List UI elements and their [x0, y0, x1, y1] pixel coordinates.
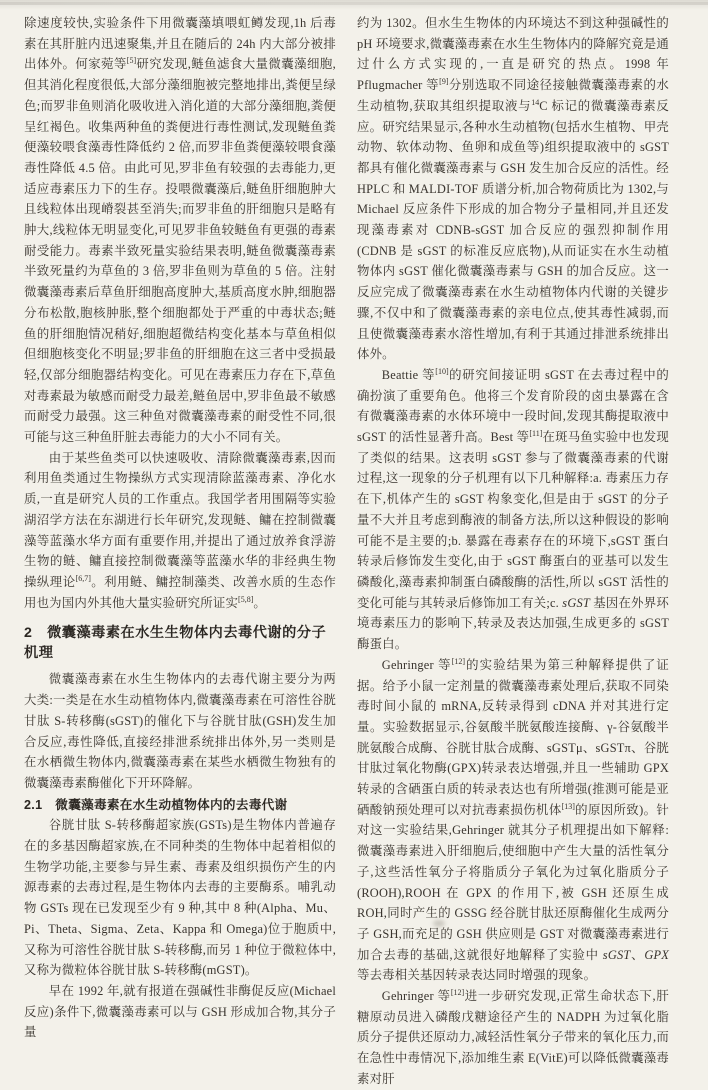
gene-name: sGST	[602, 947, 631, 962]
text-run: 2 微囊藻毒素在水生生物体内去毒代谢的分子机理	[24, 625, 327, 662]
superscript-ref: 14	[531, 97, 540, 107]
text-run: 2.1 微囊藻毒素在水生动植物体内的去毒代谢	[24, 797, 288, 812]
text-run: 约为 1302。但水生生物体的内环境达不到这种强碱性的 pH 环境要求,微囊藻毒素在水生生物体内的降解究竟是通过什么方式实现的,一直是研究的热点。1998 年 Pflugmacher 等	[357, 16, 669, 93]
superscript-ref: [5,8]	[238, 594, 254, 604]
text-run: 除速度较快,实验条件下用微囊藻填喂虹鳟发现,1h 后毒素在其肝脏内迅速聚集,并且在随后的 24h 内大部分被排出体外。何家菀等	[24, 16, 336, 72]
text-run: 由于某些鱼类可以快速吸收、清除微囊藻毒素,因而利用鱼类通过生物操纵方式实现清除蓝藻毒素、净化水质,一直是研究人员的工作重点。我国学者用围隔等实验湖沼学方法在东湖进行长年研究,发现鲢、鳙在控制微囊藻等蓝藻水华方面有重要作用,并提出了通过放养食浮游生物的鲢、鳙直接控制微囊藻等蓝藻水华的非经典生物操纵理论	[24, 450, 336, 589]
text-run: 、	[630, 947, 645, 962]
superscript-ref: [12]	[451, 656, 466, 666]
text-run: 进一步研究发现,正常生命状态下,肝糖原动员进入磷酸戊糖途径产生的 NADPH 为过氧化脂质分子提供还原动力,减轻活性氧分子带来的氧化压力,而在急性中毒情况下,添加维生素 E(VitE)可以降低微囊藻毒素对肝	[357, 989, 669, 1086]
text-run: Gehringer 等	[381, 657, 452, 672]
paragraph	[357, 13, 669, 365]
right-column	[357, 13, 670, 1086]
text-run: Beattie 等	[381, 367, 436, 382]
paragraph	[357, 365, 669, 655]
text-run: Gehringer 等	[381, 989, 451, 1004]
paragraph	[357, 986, 669, 1090]
text-run: 的原因所致)。针对这一实验结果,Gehringer 就其分子机理提出如下解释:微囊藻毒素进入肝细胞后,使细胞中产生大量的活性氧分子,这些活性氧分子将脂质分子氧化为过氧化脂质分子(ROOH),ROOH 在 GPX 的作用下,被 GSH 还原生成 ROH,同时产生的 GSSG 经谷胱甘肽还原酶催化生成两分子 GSH,而充足的 GSH 供应则是 GST 对微囊藻毒素进行加合去毒的基础,这就很好地解释了实验中	[357, 802, 669, 962]
gene-name: GPX	[644, 947, 670, 962]
paragraph	[24, 981, 336, 1043]
gene-name: sGST	[562, 595, 590, 610]
text-run: 分别选取不同途径接触微囊藻毒素的水生动植物,获取其组织提取液与	[357, 78, 669, 113]
section-heading	[24, 622, 336, 662]
paragraph	[24, 815, 336, 981]
paragraph	[24, 448, 336, 614]
superscript-ref: [6,7]	[75, 573, 91, 583]
text-run: 早在 1992 年,就有报道在强碱性非酶促反应(Michael 反应)条件下,微囊藻毒素可以与 GSH 形成加合物,其分子量	[24, 983, 336, 1040]
superscript-ref: [11]	[529, 428, 543, 438]
superscript-ref: [13]	[561, 801, 575, 811]
paragraph	[24, 669, 336, 793]
text-run: 等去毒相关基因转录表达同时增强的现象。	[357, 968, 597, 983]
text-run: 。利用鲢、鳙控制藻类、改善水质的生态作用也为国内外其他大量实验研究所证实	[24, 574, 336, 610]
superscript-ref: [10]	[435, 366, 449, 376]
text-run: 研究发现,鲢鱼滤食大量微囊藻细胞,但其消化程度很低,大部分藻细胞被完整地排出,粪便呈绿色;而罗非鱼则消化吸收进入消化道的大部分藻细胞,粪便呈红褐色。收集两种鱼的粪便进行毒性测试,发现鲢鱼粪便藻较喂食藻毒性降低约 2 倍,而罗非鱼粪便藻较喂食藻毒性降低 4.5 倍。由此可见,罗非鱼有较强的去毒能力,更适应毒素压力下的生存。投喂微囊藻后,鲢鱼肝细胞肿大且线粒体出现嵴裂甚至消失;而罗非鱼的肝细胞只是略有肿大,线粒体无明显变化,可见罗非鱼较鲢鱼有更强的毒素耐受能力。毒素半致死量实验结果表明,鲢鱼微囊藻毒素半致死量约为草鱼的 3 倍,罗非鱼则为草鱼的 5 倍。注射微囊藻毒素后草鱼肝细胞高度肿大,基质高度水肿,细胞器分布松散,胞核肿胀,整个细胞都处于严重的中毒状态;鲢鱼的肝细胞情况稍好,细胞超微结构变化基本与草鱼相似但细胞核变化不明显;罗非鱼的肝细胞在这三者中受损最轻,仅部分细胞器结构变化。可见在毒素压力存在下,草鱼对毒素最为敏感而耐受力最差,鲢鱼居中,罗非鱼最不敏感而耐受力最强。这三种鱼对微囊藻毒素的耐受性不同,很可能与这三种鱼肝脏去毒能力的大小不同有关。	[24, 57, 336, 445]
text-run: 微囊藻毒素在水生生物体内的去毒代谢主要分为两大类:一类是在水生动植物体内,微囊藻毒素在可溶性谷胱甘肽 S-转移酶(sGST)的催化下与谷胱甘肽(GSH)发生加合反应,毒性降低,直接经排泄系统排出体外,另一类则是在水栖微生物体内,微囊藻毒素在某些水栖微生物独有的微囊藻毒素酶催化下开环降解。	[24, 672, 336, 790]
superscript-ref: [12]	[450, 987, 465, 997]
text-run: C 标记的微囊藻毒素反应。研究结果显示,各种水生动植物(包括水生植物、甲壳动物、软体动物、鱼卵和成鱼等)组织提取液中的 sGST 都具有催化微囊藻毒素与 GSH 发生加合反应的活性。经 HPLC 和 MALDI-TOF 质谱分析,加合物荷质比为 1302,与 Michael 反应条件下形成的加合物分子量相同,并且还发现藻毒素对 CDNB-sGST 加合反应的强烈抑制作用(CDNB 是 sGST 的标准反应底物),从而证实在水生动植物体内 sGST 催化微囊藻毒素与 GSH 的加合反应。这一反应完成了微囊藻毒素在水生动植物体内代谢的关键步骤,不仅中和了微囊藻毒素的亲电位点,使其毒性减弱,而且使微囊藻毒素水溶性增加,有利于其通过排泄系统排出体外。	[357, 98, 669, 362]
superscript-ref: [9]	[439, 76, 449, 86]
text-run: 谷胱甘肽 S-转移酶超家族(GSTs)是生物体内普遍存在的多基因酶超家族,在不同种类的生物体中起着相似的生物学功能,主要参与异生素、毒素及组织损伤产生的内源毒素的去毒过程,是生物体内去毒的主要酶系。哺乳动物 GSTs 现在已发现至少有 9 种,其中 8 种(Alpha、Mu、Pi、Theta、Sigma、Zeta、Kappa 和 Omega)位于胞质中,又称为可溶性谷胱甘肽 S-转移酶,而另 1 种位于微粒体中,又称为微粒体谷胱甘肽 S-转移酶(mGST)。	[24, 818, 336, 978]
subsection-heading	[24, 795, 336, 816]
text-run: 基因在外界环境毒素压力的影响下,转录及表达加强,生成更多的 sGST 酶蛋白。	[357, 595, 669, 652]
scan-artifact-line	[0, 2, 708, 5]
page-body	[24, 13, 689, 1086]
text-run: 的实验结果为第三种解释提供了证据。给予小鼠一定剂量的微囊藻毒素处理后,获取不同染毒时间小鼠的 mRNA,反转录得到 cDNA 并对其进行定量。实验数据显示,谷氨酸半胱氨酸连接酶、γ-谷氨酸半胱氨酸合成酶、谷胱甘肽合成酶、sGSTμ、sGSTπ、谷胱甘肽过氧化物酶(GPX)转录表达增强,并且一些辅助 GPX 转录的含硒蛋白质的转录表达也有所增强(推测可能是亚硒酸钠预处理可以对抗毒素损伤机体	[357, 657, 670, 817]
text-run: 在斑马鱼实验中也发现了类似的结果。这表明 sGST 参与了微囊藻毒素的代谢过程,这一现象的分子机理有以下几种解释:a. 毒素压力存在下,机体产生的 sGST 构象变化,但是由于 sGST 的分子量不大并且考虑到酶液的制备方法,所以这种假设的影响可能不是主要的;b. 暴露在毒素存在的环境下,sGST 蛋白转录后修饰发生变化,由于 sGST 酶蛋白的亚基可以发生磷酸化,藻毒素抑制蛋白磷酸酶的活性,所以 sGST 活性的变化可能与其转录后修饰加工有关;c.	[357, 430, 670, 610]
paragraph	[24, 13, 336, 448]
superscript-ref: [5]	[126, 56, 137, 66]
left-column	[24, 13, 336, 1040]
text-run: 。	[253, 595, 266, 610]
paragraph	[357, 655, 669, 986]
text-run: 的研究间接证明 sGST 在去毒过程中的确扮演了重要角色。他将三个发育阶段的卤虫暴露在含有微囊藻毒素的水体环境中一段时间,发现其酶提取液中 sGST 的活性显著升高。Best 等	[357, 367, 670, 445]
scan-smudge-artifact	[433, 920, 445, 927]
